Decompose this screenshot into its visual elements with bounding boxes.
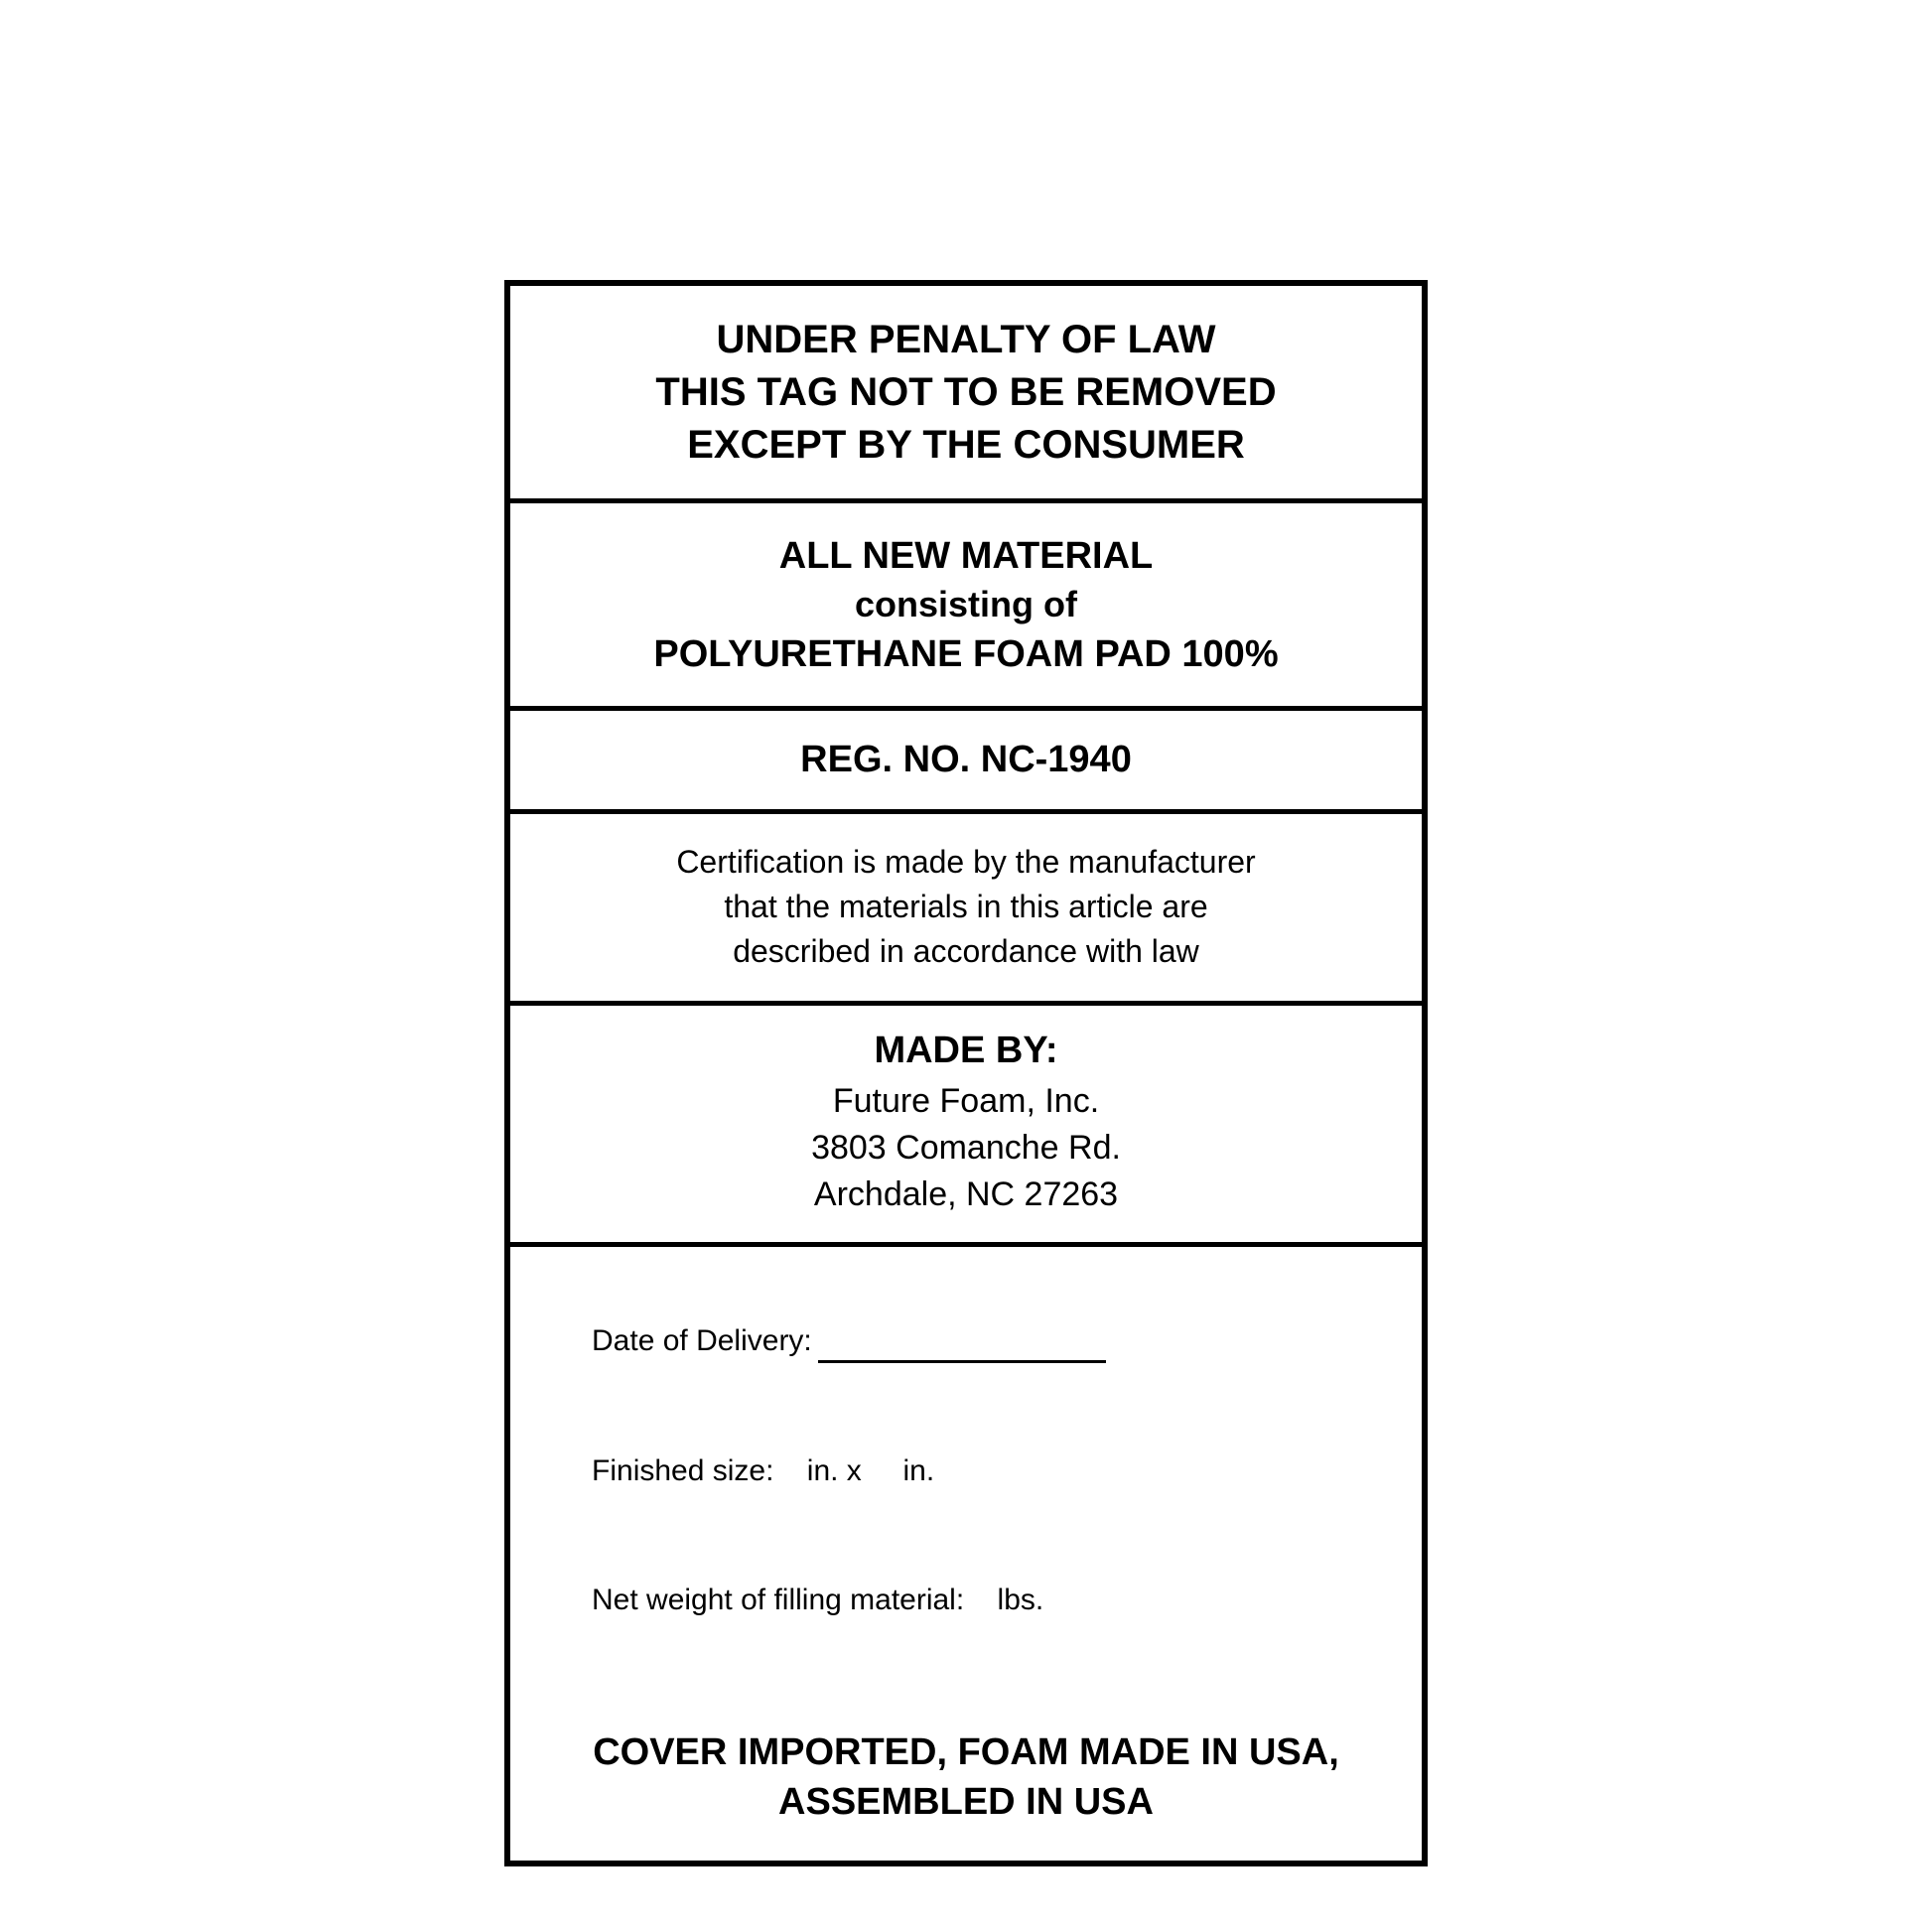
net-weight-value[interactable]: lbs. (964, 1584, 1044, 1617)
delivery-details-section (510, 1247, 1422, 1861)
material-consisting-of: consisting of (855, 584, 1077, 625)
penalty-line-3: EXCEPT BY THE CONSUMER (687, 423, 1245, 468)
certification-line-2: that the materials in this article are (724, 889, 1208, 925)
finished-size-value[interactable]: in. x in. (773, 1453, 935, 1487)
material-content-section (510, 503, 1422, 711)
certification-section (510, 814, 1422, 1006)
material-composition: POLYURETHANE FOAM PAD 100% (653, 632, 1279, 675)
certification-line-1: Certification is made by the manufacturer (676, 843, 1256, 880)
origin-line-1: COVER IMPORTED, FOAM MADE IN USA, (593, 1731, 1339, 1774)
law-label-tag (504, 280, 1428, 1866)
certification-line-3: described in accordance with law (733, 933, 1199, 970)
net-weight-row (510, 1536, 1422, 1666)
date-of-delivery-row (510, 1277, 1422, 1407)
date-of-delivery-input[interactable] (818, 1334, 1106, 1363)
date-of-delivery-label: Date of Delivery: (592, 1324, 812, 1358)
manufacturer-street: 3803 Comanche Rd. (811, 1128, 1121, 1167)
registration-number: REG. NO. NC-1940 (800, 738, 1132, 780)
penalty-line-1: UNDER PENALTY OF LAW (716, 318, 1216, 361)
penalty-notice-section (510, 286, 1422, 503)
finished-size-label: Finished size: (592, 1453, 774, 1487)
finished-size-row (510, 1406, 1422, 1536)
material-heading: ALL NEW MATERIAL (778, 534, 1154, 577)
penalty-line-2: THIS TAG NOT TO BE REMOVED (655, 370, 1277, 415)
origin-statement (510, 1728, 1422, 1835)
manufacturer-section (510, 1006, 1422, 1247)
registration-number-section (510, 711, 1422, 814)
origin-line-2: ASSEMBLED IN USA (778, 1780, 1154, 1823)
manufacturer-city-state-zip: Archdale, NC 27263 (813, 1174, 1119, 1213)
manufacturer-name: Future Foam, Inc. (832, 1081, 1100, 1120)
net-weight-label: Net weight of filling material: (592, 1584, 965, 1617)
made-by-heading: MADE BY: (874, 1029, 1058, 1071)
